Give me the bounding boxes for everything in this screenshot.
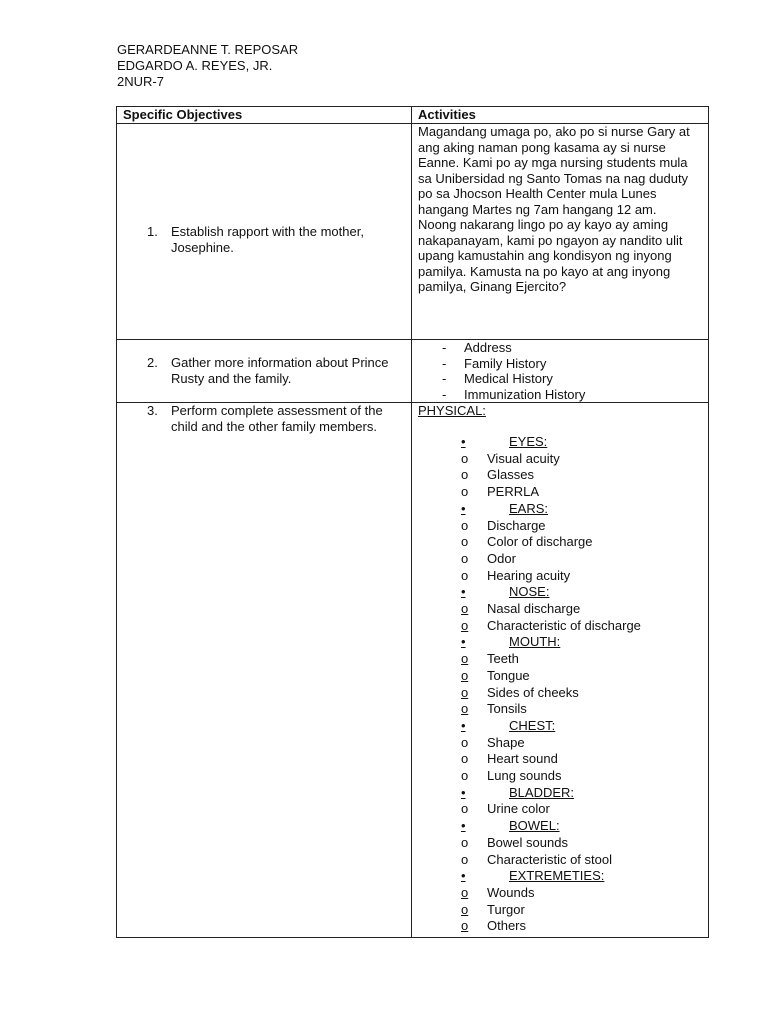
circle-marker: o [461,901,469,917]
bullet-marker: • [461,434,466,449]
assessment-item [461,451,708,468]
activity-paragraph: Noong nakarang lingo po ay kayo ay aming nakapanayam, kami po ngayon ay nandito ulit upang kamustahin ang kondisyon ng inyong pamilya. Kamusta na po kayo at ang inyong pamilya, Ginang Ejercito? [418,217,683,294]
circle-marker: o [461,617,469,633]
circle-marker: o [461,517,469,533]
assessment-item-text: Shape [487,734,525,750]
assessment-item [461,735,708,752]
circle-marker: o [461,534,469,550]
assessment-item [461,768,708,785]
column-header-activities: Activities [412,107,709,124]
assessment-item [461,651,708,668]
section-label: EYES: [509,434,548,449]
circle-marker: o [461,751,469,767]
bullet-marker: • [461,818,466,834]
list-item [442,340,708,356]
activity-cell [412,340,709,403]
assessment-item-text: PERRLA [487,484,540,500]
bullet-marker: • [461,868,466,884]
section-label: BOWEL: [509,818,560,834]
assessment-section-heading [461,868,708,885]
assessment-item-text: Color of discharge [487,534,593,550]
circle-marker: o [461,734,469,750]
assessment-item-text: Heart sound [487,751,558,767]
objective-text: Establish rapport with the mother, Josephine. [171,224,364,255]
assessment-item [461,618,708,635]
assessment-item-text: Bowel sounds [487,834,568,850]
objective-cell [117,340,412,403]
assessment-item-text: Visual acuity [487,450,560,466]
circle-marker: o [461,701,469,717]
section-label: CHEST: [509,717,556,733]
circle-marker: o [461,667,469,683]
section-label: EXTREMETIES: [509,868,605,884]
author-name-1: GERARDEANNE T. REPOSAR [117,42,299,57]
list-item [442,371,708,387]
assessment-item-text: Tongue [487,667,530,683]
circle-marker: o [461,651,469,667]
bullet-marker: • [461,634,466,650]
assessment-item-text: Tonsils [487,701,527,717]
assessment-item [461,534,708,551]
activity-paragraph: Magandang umaga po, ako po si nurse Gary at ang aking naman pong kasama ay si nurse Eanne. Kami po ay mga nursing students mula sa Unibersidad ng Santo Tomas na nag duduty po sa Jhocson Health Center mula Lunes hangang Martes ng 7am hangang 12 am. [418,124,690,217]
assessment-item [461,551,708,568]
assessment-list [412,434,708,935]
assessment-item [461,918,708,935]
circle-marker: o [461,550,469,566]
information-list [412,340,708,402]
assessment-item-text: Wounds [487,884,535,900]
assessment-section-heading [461,434,708,451]
circle-marker: o [461,484,469,500]
assessment-section-heading [461,584,708,601]
assessment-item [461,668,708,685]
assessment-item-text: Characteristic of discharge [487,617,641,633]
physical-heading: PHYSICAL: [418,403,486,418]
list-item-text: Address [464,340,512,355]
assessment-section-heading [461,634,708,651]
assessment-item-text: Hearing acuity [487,567,571,583]
assessment-section-heading [461,501,708,518]
table-row [117,124,709,340]
objective-cell [117,124,412,340]
objective-text: Perform complete assessment of the child and the other family members. [171,403,383,434]
assessment-item-text: Others [487,918,527,934]
assessment-item [461,701,708,718]
circle-marker: o [461,467,469,483]
section-label: MOUTH: [509,634,561,650]
circle-marker: o [461,918,469,934]
assessment-item [461,852,708,869]
dash-marker: - [442,355,447,371]
activity-cell [412,124,709,340]
assessment-section-heading [461,718,708,735]
dash-marker: - [442,340,447,355]
author-name-2: EDGARDO A. REYES, JR. [117,58,273,73]
assessment-item [461,484,708,501]
objective-cell [117,403,412,938]
circle-marker: o [461,851,469,867]
assessment-item [461,518,708,535]
list-item [442,356,708,372]
column-header-objectives: Specific Objectives [117,107,412,124]
bullet-marker: • [461,584,466,600]
assessment-item [461,467,708,484]
assessment-item-text: Teeth [487,651,519,667]
objective-number: 2. [147,355,158,370]
activity-cell [412,403,709,938]
assessment-item-text: Odor [487,550,516,566]
assessment-item-text: Characteristic of stool [487,851,612,867]
document-header [117,42,298,90]
table-row [117,403,709,938]
assessment-item-text: Discharge [487,517,546,533]
bullet-marker: • [461,784,466,800]
section-label: 2NUR-7 [117,74,164,89]
assessment-item-text: Urine color [487,801,550,817]
objective-text: Gather more information about Prince Rusty and the family. [171,355,389,386]
table-header-row [117,107,709,124]
assessment-item-text: Nasal discharge [487,601,581,617]
circle-marker: o [461,684,469,700]
assessment-item [461,885,708,902]
assessment-item-text: Glasses [487,467,534,483]
objective-number: 1. [147,224,158,239]
assessment-item-text: Turgor [487,901,525,917]
dash-marker: - [442,371,447,386]
assessment-item-text: Lung sounds [487,768,562,784]
section-label: BLADDER: [509,784,575,800]
assessment-item [461,601,708,618]
list-item [442,387,708,403]
assessment-section-heading [461,818,708,835]
circle-marker: o [461,884,469,900]
dash-marker: - [442,386,447,402]
circle-marker: o [461,450,469,466]
assessment-section-heading [461,785,708,802]
assessment-item [461,835,708,852]
list-item-text: Medical History [464,371,553,386]
section-label: NOSE: [509,584,550,600]
section-label: EARS: [509,500,549,516]
circle-marker: o [461,801,469,817]
table-row [117,340,709,403]
objective-number: 3. [147,403,158,418]
circle-marker: o [461,567,469,583]
assessment-item [461,685,708,702]
list-item-text: Family History [464,355,547,371]
bullet-marker: • [461,717,466,733]
assessment-item [461,801,708,818]
assessment-item [461,751,708,768]
assessment-item [461,902,708,919]
circle-marker: o [461,834,469,850]
list-item-text: Immunization History [464,386,586,402]
circle-marker: o [461,601,469,617]
bullet-marker: • [461,500,466,516]
objectives-activities-table [116,106,709,938]
circle-marker: o [461,768,469,784]
assessment-item [461,568,708,585]
assessment-item-text: Sides of cheeks [487,684,579,700]
